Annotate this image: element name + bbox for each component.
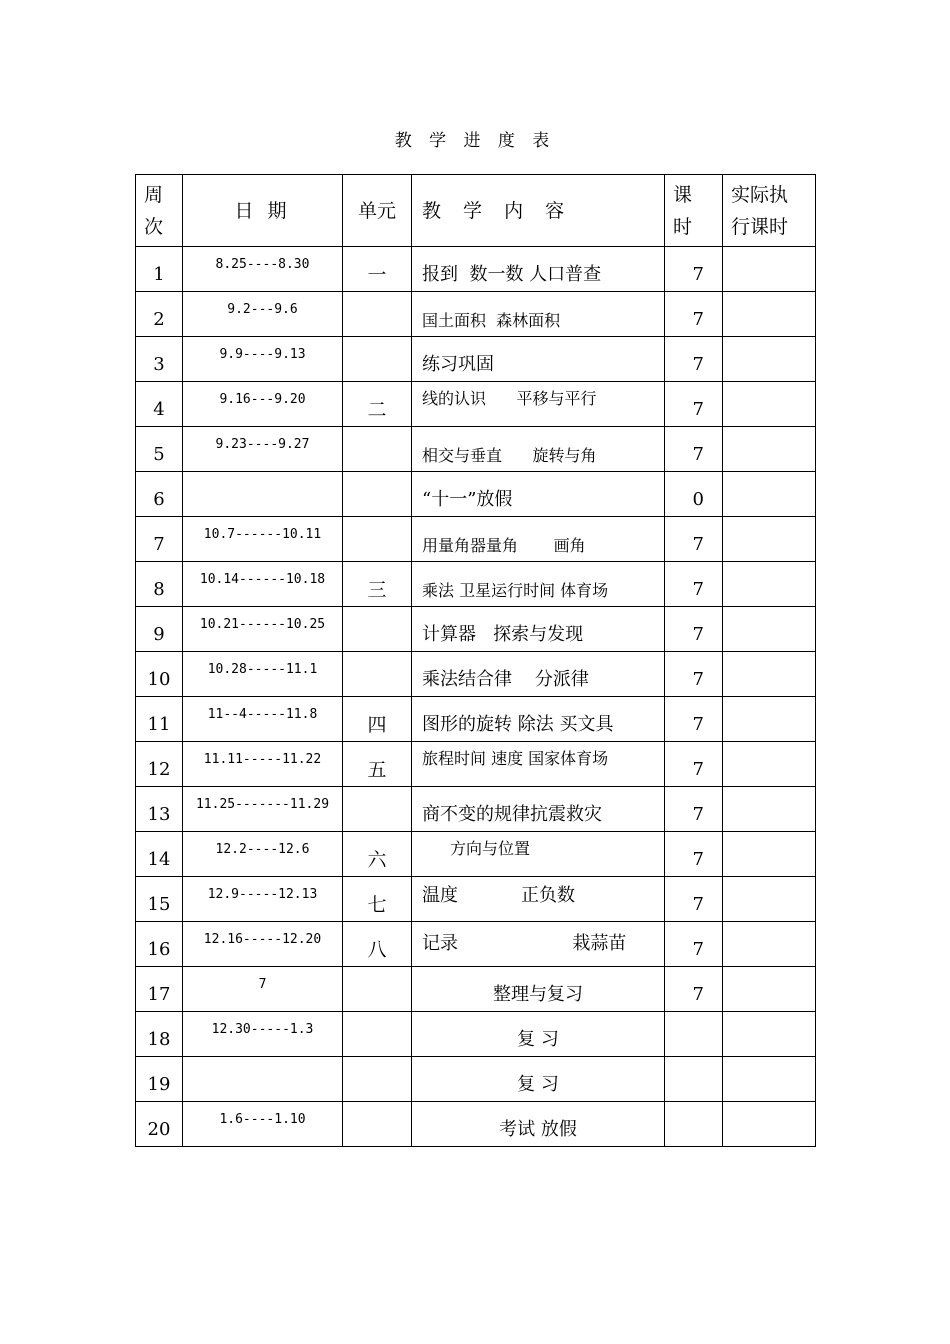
date-cell [183, 472, 343, 517]
hours-cell: 7 [665, 877, 723, 922]
actual-hours-cell [723, 697, 816, 742]
table-row [136, 922, 816, 967]
table-row [136, 337, 816, 382]
hours-cell [665, 1012, 723, 1057]
content-cell: 相交与垂直 旋转与角 [412, 427, 665, 472]
hours-cell: 0 [665, 472, 723, 517]
actual-hours-cell [723, 832, 816, 877]
date-cell: 9.23----9.27 [183, 427, 343, 472]
content-cell: 乘法结合律 分派律 [412, 652, 665, 697]
date-cell: 10.7------10.11 [183, 517, 343, 562]
content-cell: 记录 栽蒜苗 [412, 922, 665, 967]
week-cell: 3 [136, 337, 183, 382]
unit-cell: 三 [343, 562, 412, 607]
hours-cell: 7 [665, 607, 723, 652]
date-cell: 12.16-----12.20 [183, 922, 343, 967]
actual-hours-cell [723, 1057, 816, 1102]
table-row [136, 697, 816, 742]
hours-cell: 7 [665, 832, 723, 877]
actual-hours-cell [723, 1102, 816, 1147]
header-date: 日 期 [183, 175, 343, 247]
date-cell: 11--4-----11.8 [183, 697, 343, 742]
content-cell: 整理与复习 [412, 967, 665, 1012]
header-unit: 单元 [343, 175, 412, 247]
date-cell: 9.16---9.20 [183, 382, 343, 427]
week-cell: 2 [136, 292, 183, 337]
actual-hours-cell [723, 517, 816, 562]
content-cell: 国土面积 森林面积 [412, 292, 665, 337]
header-content: 教 学 内 容 [412, 175, 665, 247]
week-cell: 8 [136, 562, 183, 607]
unit-cell [343, 652, 412, 697]
unit-cell [343, 787, 412, 832]
date-cell: 12.9-----12.13 [183, 877, 343, 922]
content-cell: 线的认识 平移与平行 [412, 382, 665, 427]
actual-hours-cell [723, 1012, 816, 1057]
unit-cell [343, 337, 412, 382]
week-cell: 1 [136, 247, 183, 292]
week-cell: 6 [136, 472, 183, 517]
table-row [136, 1012, 816, 1057]
date-cell: 12.30-----1.3 [183, 1012, 343, 1057]
week-cell: 13 [136, 787, 183, 832]
header-week-line2: 次 [144, 215, 164, 238]
actual-hours-cell [723, 562, 816, 607]
unit-cell [343, 517, 412, 562]
content-cell: 用量角器量角 画角 [412, 517, 665, 562]
unit-cell [343, 967, 412, 1012]
table-row [136, 292, 816, 337]
week-cell: 12 [136, 742, 183, 787]
content-cell: 图形的旋转 除法 买文具 [412, 697, 665, 742]
week-cell: 9 [136, 607, 183, 652]
date-cell: 10.28-----11.1 [183, 652, 343, 697]
week-cell: 10 [136, 652, 183, 697]
hours-cell: 7 [665, 742, 723, 787]
actual-hours-cell [723, 472, 816, 517]
week-cell: 20 [136, 1102, 183, 1147]
table-row [136, 472, 816, 517]
actual-hours-cell [723, 652, 816, 697]
table-row [136, 382, 816, 427]
hours-cell: 7 [665, 247, 723, 292]
unit-cell [343, 1057, 412, 1102]
table-row [136, 562, 816, 607]
header-actual-line1: 实际执 [731, 183, 789, 206]
content-cell: 报到 数一数 人口普查 [412, 247, 665, 292]
date-cell: 9.9----9.13 [183, 337, 343, 382]
date-cell [183, 1057, 343, 1102]
week-cell: 17 [136, 967, 183, 1012]
table-row [136, 607, 816, 652]
week-cell: 14 [136, 832, 183, 877]
hours-cell: 7 [665, 517, 723, 562]
actual-hours-cell [723, 427, 816, 472]
table-row [136, 877, 816, 922]
week-cell: 16 [136, 922, 183, 967]
header-week [136, 175, 183, 247]
unit-cell: 一 [343, 247, 412, 292]
header-hours-line2: 时 [673, 215, 693, 238]
content-cell: 练习巩固 [412, 337, 665, 382]
actual-hours-cell [723, 247, 816, 292]
table-row [136, 652, 816, 697]
unit-cell: 二 [343, 382, 412, 427]
hours-cell: 7 [665, 427, 723, 472]
actual-hours-cell [723, 787, 816, 832]
table-row [136, 742, 816, 787]
header-hours [665, 175, 723, 247]
unit-cell: 八 [343, 922, 412, 967]
table-row [136, 247, 816, 292]
content-cell: 乘法 卫星运行时间 体育场 [412, 562, 665, 607]
week-cell: 19 [136, 1057, 183, 1102]
content-cell: 计算器 探索与发现 [412, 607, 665, 652]
unit-cell: 七 [343, 877, 412, 922]
unit-cell [343, 1102, 412, 1147]
date-cell: 11.25-------11.29 [183, 787, 343, 832]
table-row [136, 832, 816, 877]
content-cell: 温度 正负数 [412, 877, 665, 922]
week-cell: 11 [136, 697, 183, 742]
content-cell: 考试 放假 [412, 1102, 665, 1147]
unit-cell [343, 1012, 412, 1057]
actual-hours-cell [723, 967, 816, 1012]
unit-cell: 六 [343, 832, 412, 877]
actual-hours-cell [723, 607, 816, 652]
table-row [136, 1057, 816, 1102]
content-cell: 商不变的规律抗震救灾 [412, 787, 665, 832]
unit-cell [343, 427, 412, 472]
header-week-line1: 周 [144, 183, 164, 206]
header-row [136, 175, 816, 247]
header-actual-line2: 行课时 [731, 215, 789, 238]
page-title: 教 学 进 度 表 [394, 131, 556, 151]
hours-cell: 7 [665, 697, 723, 742]
week-cell: 7 [136, 517, 183, 562]
date-cell: 7 [183, 967, 343, 1012]
hours-cell: 7 [665, 337, 723, 382]
date-cell: 8.25----8.30 [183, 247, 343, 292]
actual-hours-cell [723, 382, 816, 427]
actual-hours-cell [723, 877, 816, 922]
teaching-schedule-table [135, 174, 816, 1147]
hours-cell: 7 [665, 967, 723, 1012]
content-cell: “十一”放假 [412, 472, 665, 517]
actual-hours-cell [723, 292, 816, 337]
week-cell: 5 [136, 427, 183, 472]
header-hours-line1: 课 [673, 183, 693, 206]
actual-hours-cell [723, 742, 816, 787]
hours-cell: 7 [665, 382, 723, 427]
hours-cell [665, 1057, 723, 1102]
content-cell: 旅程时间 速度 国家体育场 [412, 742, 665, 787]
week-cell: 18 [136, 1012, 183, 1057]
table-row [136, 787, 816, 832]
hours-cell: 7 [665, 922, 723, 967]
header-actual-hours [723, 175, 816, 247]
unit-cell [343, 607, 412, 652]
table-row [136, 427, 816, 472]
table-row [136, 1102, 816, 1147]
hours-cell: 7 [665, 562, 723, 607]
table-row [136, 517, 816, 562]
unit-cell: 四 [343, 697, 412, 742]
actual-hours-cell [723, 337, 816, 382]
date-cell: 10.21------10.25 [183, 607, 343, 652]
unit-cell [343, 292, 412, 337]
unit-cell: 五 [343, 742, 412, 787]
hours-cell: 7 [665, 787, 723, 832]
week-cell: 4 [136, 382, 183, 427]
date-cell: 10.14------10.18 [183, 562, 343, 607]
date-cell: 12.2----12.6 [183, 832, 343, 877]
date-cell: 11.11-----11.22 [183, 742, 343, 787]
hours-cell [665, 1102, 723, 1147]
table-row [136, 967, 816, 1012]
content-cell: 复 习 [412, 1012, 665, 1057]
content-cell: 方向与位置 [412, 832, 665, 877]
unit-cell [343, 472, 412, 517]
actual-hours-cell [723, 922, 816, 967]
hours-cell: 7 [665, 652, 723, 697]
week-cell: 15 [136, 877, 183, 922]
hours-cell: 7 [665, 292, 723, 337]
date-cell: 9.2---9.6 [183, 292, 343, 337]
date-cell: 1.6----1.10 [183, 1102, 343, 1147]
content-cell: 复 习 [412, 1057, 665, 1102]
